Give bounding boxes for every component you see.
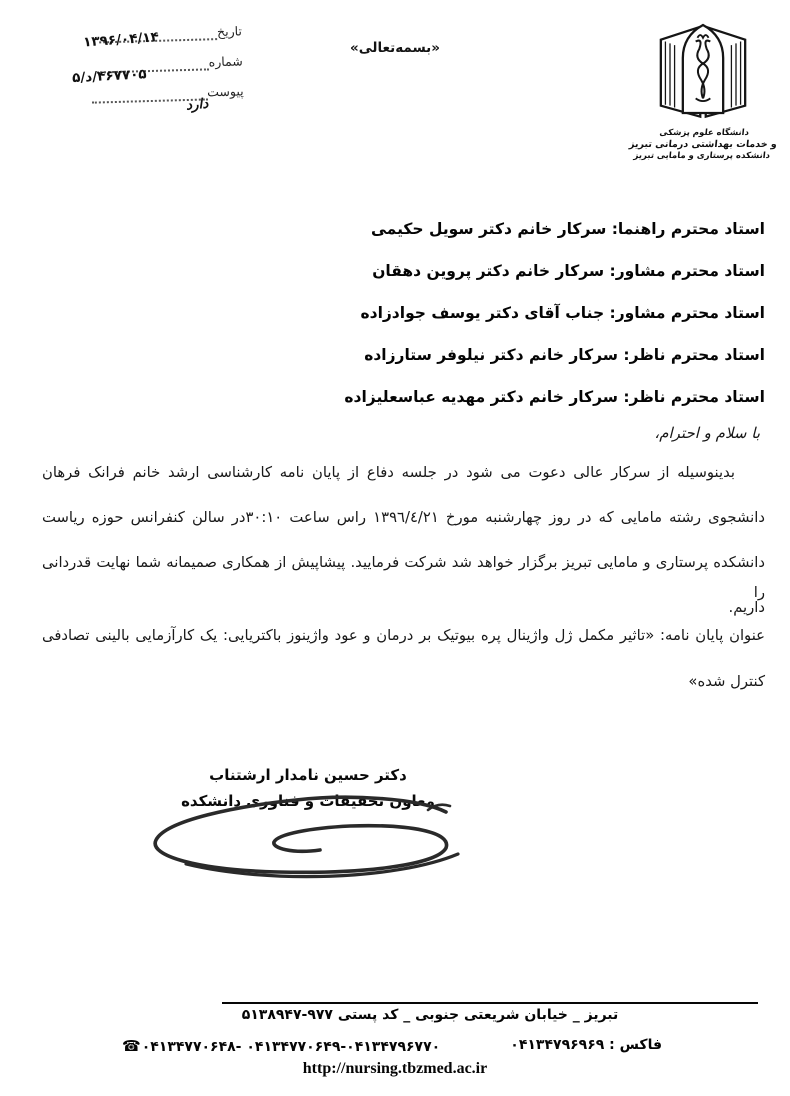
invitation-paragraph <box>42 458 765 638</box>
date-value: ۱۳۹۶/۰۴/۱۴ <box>82 29 160 51</box>
number-value: ۴۶۷۷۰۵/د/۵ <box>71 66 148 87</box>
body-line: بدینوسیله از سرکار عالی دعوت می شود در جلسه دفاع از پایان نامه کارشناسی ارشد خانم فرانک فرهان <box>42 464 735 481</box>
footer-phone-numbers: ۰۴۱۳۴۷۷۰۶۴۸- ۰۴۱۳۴۷۷۰۶۴۹-۰۴۱۳۴۷۹۶۷۷۰ <box>141 1039 441 1055</box>
university-emblem <box>628 10 778 161</box>
footer-address: تبریز _ خیابان شریعتی جنوبی _ کد پستی ۹۷۷-۵۱۳۸۹۴۷ <box>241 1007 619 1023</box>
letter-meta-block <box>57 23 244 118</box>
recipient-examiner-1: استاد محترم ناظر: سرکار خانم دکتر نیلوفر ستارزاده <box>364 346 765 364</box>
salutation-text: با سلام و احترام، <box>654 424 760 442</box>
emblem-line-health-services: و خدمات بهداشتی درمانی تبریز <box>628 138 778 150</box>
recipient-examiner-2: استاد محترم ناظر: سرکار خانم دکتر مهدیه عباسعلیزاده <box>344 388 765 406</box>
attachment-label: پیوست <box>206 83 244 100</box>
body-line: دانشجوی رشته مامایی که در روز چهارشنبه مورخ ۱۳۹٦/٤/۲۱ راس ساعت ۳۰:۱۰در سالن کنفرانس حوزه ریاست <box>42 509 765 526</box>
thesis-title-line: کنترل شده» <box>688 673 765 690</box>
thesis-title-block <box>42 620 765 712</box>
footer-fax: فاکس : ۰۴۱۳۴۷۹۶۹۶۹ <box>510 1037 662 1053</box>
footer-phones <box>122 1037 440 1055</box>
number-label: شماره <box>208 53 243 70</box>
emblem-line-university: دانشگاه علوم پزشکی <box>658 128 750 138</box>
signer-name: دکتر حسین نامدار ارشتناب <box>209 766 407 784</box>
recipient-advisor-1: استاد محترم مشاور: سرکار خانم دکتر پروین دهقان <box>372 262 765 280</box>
emblem-line-faculty: دانشکده پرستاری و مامایی تبریز <box>633 150 771 161</box>
signature-block <box>138 762 478 814</box>
telephone-icon: ☎ <box>122 1037 141 1055</box>
thesis-title-line: عنوان پایان نامه: «تاثیر مکمل ژل واژینال پره بیوتیک بر درمان و عود واژینوز باکتریایی: یک کارآزمایی بالینی تصادفی <box>42 627 765 644</box>
body-line: دانشکده پرستاری و مامایی تبریز برگزار خواهد شد شرکت فرمایید. پیشاپیش از همکاری صمیمانه شما نهایت قدردانی را <box>42 554 765 601</box>
attachment-value-handwritten: دارد <box>184 95 209 114</box>
bismillah-text: «بسمه‌تعالی» <box>350 40 440 56</box>
date-label: تاریخ <box>216 23 243 40</box>
footer-website-url: http://nursing.tbzmed.ac.ir <box>302 1060 488 1077</box>
recipient-supervisor: استاد محترم راهنما: سرکار خانم دکتر سویل حکیمی <box>371 220 765 238</box>
body-line: داریم. <box>728 599 765 616</box>
recipients-block <box>60 208 765 418</box>
footer-divider <box>222 1002 758 1004</box>
meta-row-attachment <box>58 83 244 118</box>
open-book-emblem-icon <box>628 10 778 128</box>
signer-title: معاون تحقیقات و فناوری دانشکده <box>181 792 435 810</box>
recipient-advisor-2: استاد محترم مشاور: جناب آقای دکتر یوسف جوادزاده <box>360 304 765 322</box>
